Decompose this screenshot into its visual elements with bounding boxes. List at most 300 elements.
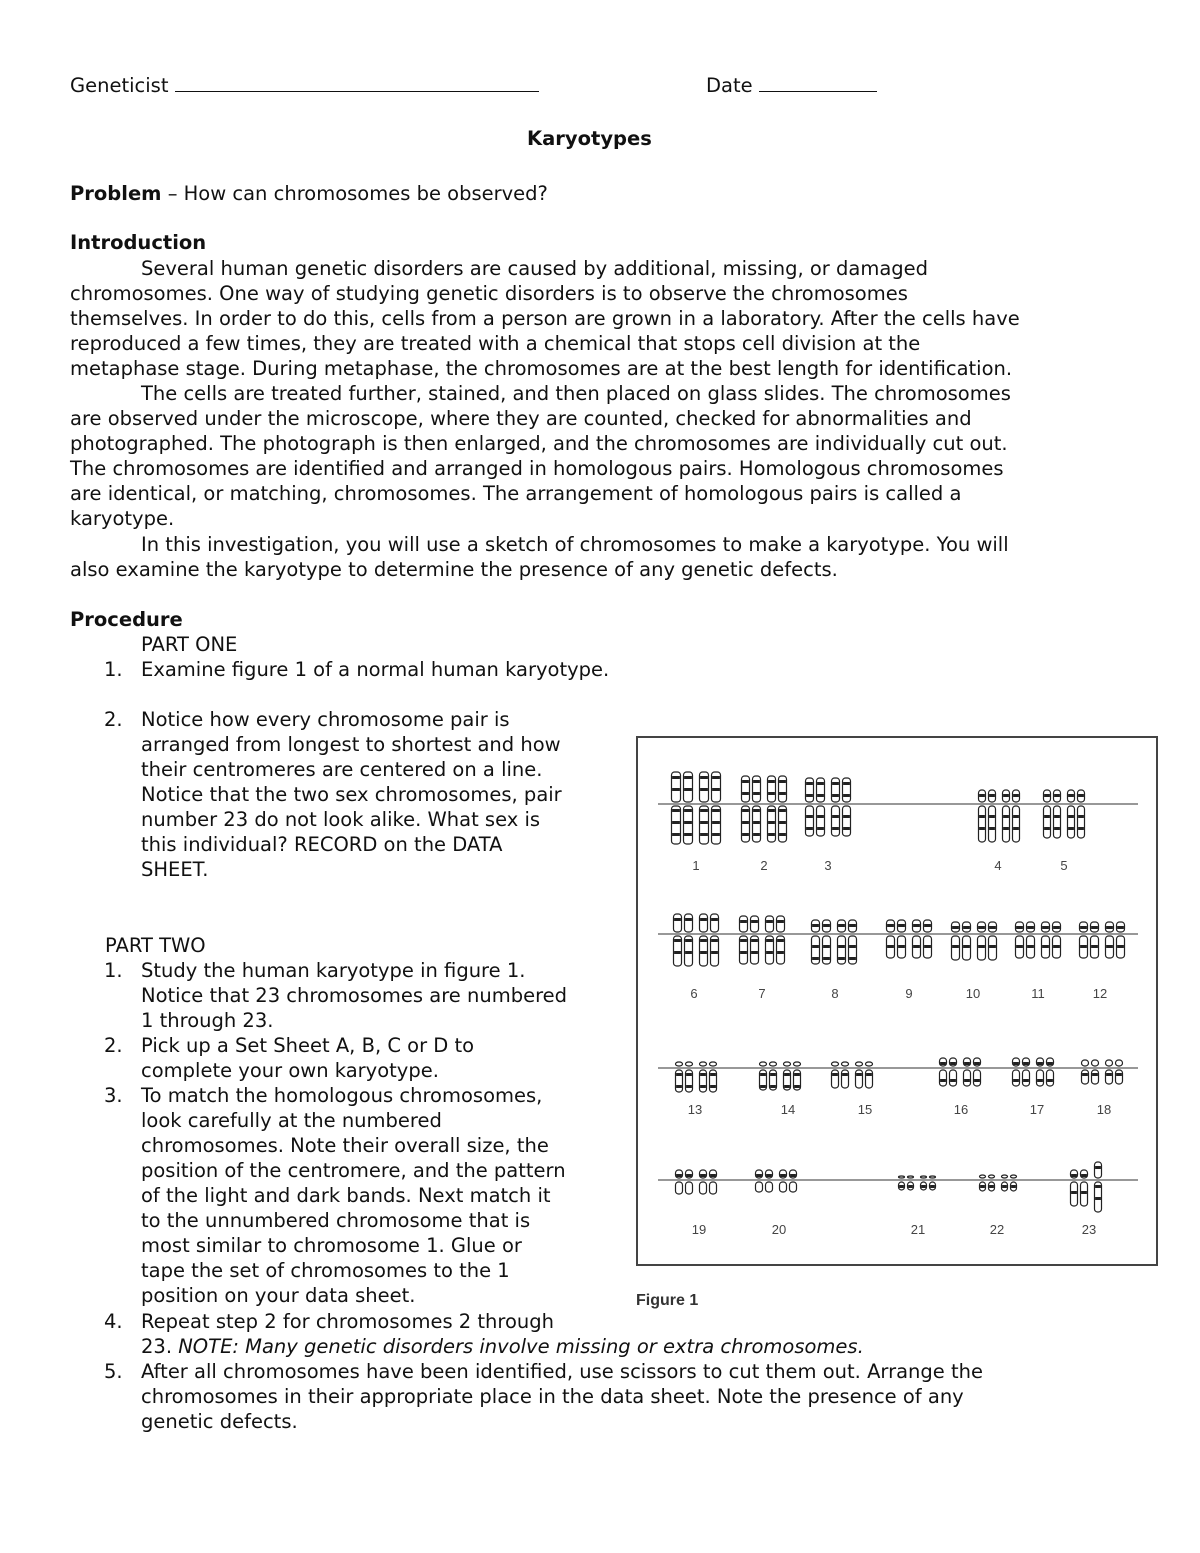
chromosome-band xyxy=(777,920,784,923)
chromosome-band xyxy=(711,951,718,954)
chromosome-band xyxy=(760,1073,766,1076)
chromosome-band xyxy=(832,794,839,797)
chromosome-band xyxy=(930,1185,935,1188)
chromosome-band xyxy=(700,1174,706,1177)
chromosome-pair xyxy=(760,1062,801,1090)
chromosome-band xyxy=(989,926,996,929)
chromosome-band xyxy=(779,809,786,812)
chromosome-band xyxy=(832,1073,838,1076)
chromosome-pair xyxy=(806,778,851,836)
chromosome-band xyxy=(684,833,692,836)
pair-label: 20 xyxy=(771,1222,787,1237)
step-4-plain: 23. xyxy=(141,1335,179,1358)
chromosome-band xyxy=(1013,815,1019,818)
chromosome-band xyxy=(674,918,681,921)
step-number: 1. xyxy=(104,658,123,681)
chromatid-arm xyxy=(899,1176,905,1178)
chromatid-arm xyxy=(940,1070,947,1086)
step-4-note: NOTE: Many genetic disorders involve missing or extra chromosomes. xyxy=(178,1335,864,1358)
chromatid-arm xyxy=(780,1182,787,1192)
chromosome-band xyxy=(784,1085,790,1088)
chromosome-pair xyxy=(672,772,721,844)
chromosome-band xyxy=(898,924,905,927)
chromosome-band xyxy=(832,782,839,785)
pair-label: 22 xyxy=(989,1222,1005,1237)
pair-label: 14 xyxy=(780,1102,796,1117)
intro-line: also examine the karyotype to determine the presence of any genetic defects. xyxy=(70,558,838,581)
chromosome-band xyxy=(866,1073,872,1076)
chromosome-band xyxy=(672,788,680,791)
chromosome-band xyxy=(806,794,813,797)
chromosome-band xyxy=(989,815,995,818)
pair-label: 15 xyxy=(857,1102,873,1117)
chromosome-band xyxy=(1054,827,1060,830)
chromosome-pair xyxy=(832,1062,873,1088)
chromosome-band xyxy=(712,788,720,791)
chromosome-band xyxy=(899,1185,904,1188)
step-number: 2. xyxy=(104,708,123,731)
part-one-step-2-line: number 23 do not look alike. What sex is xyxy=(141,808,541,831)
chromatid-arm xyxy=(1082,1070,1089,1084)
chromosome-pair xyxy=(674,914,719,966)
chromosome-band xyxy=(742,833,749,836)
chromosome-band xyxy=(964,1079,970,1082)
chromosome-band xyxy=(989,794,995,797)
chromosome-band xyxy=(768,833,775,836)
chromosome-band xyxy=(686,1174,692,1177)
chromosome-pair xyxy=(1071,1162,1102,1212)
chromatid-arm xyxy=(766,916,774,932)
chromosome-band xyxy=(978,945,985,948)
pair-label: 3 xyxy=(824,858,832,873)
chromosome-band xyxy=(1013,1062,1019,1065)
chromatid-arm xyxy=(1095,1162,1102,1178)
chromatid-arm xyxy=(843,778,851,802)
part-two-step-3-line: chromosomes. Note their overall size, the xyxy=(141,1134,549,1157)
chromosome-pair xyxy=(1044,790,1085,838)
chromatid-arm xyxy=(908,1176,914,1178)
chromosome-band xyxy=(823,945,830,948)
chromatid-arm xyxy=(1002,1175,1008,1178)
chromosome-band xyxy=(700,951,707,954)
intro-line: are identical, or matching, chromosomes. The arrangement of homologous pairs is called a xyxy=(70,482,962,505)
chromosome-band xyxy=(838,945,845,948)
chromosome-band xyxy=(672,833,680,836)
chromosome-band xyxy=(711,918,718,921)
chromosome-band xyxy=(768,792,775,795)
chromosome-band xyxy=(1037,1079,1043,1082)
chromosome-band xyxy=(1016,945,1023,948)
chromosome-band xyxy=(989,945,996,948)
chromosome-band xyxy=(817,827,824,830)
chromosome-band xyxy=(832,815,839,818)
step-number: 2. xyxy=(104,1034,123,1057)
chromatid-arm xyxy=(742,776,750,802)
chromosome-band xyxy=(676,1174,682,1177)
chromosome-pairs xyxy=(672,772,1125,1212)
chromatid-arm xyxy=(784,1062,791,1066)
chromatid-arm xyxy=(950,1070,957,1086)
chromatid-arm xyxy=(974,1070,981,1086)
chromatid-arm xyxy=(806,806,814,836)
chromosome-band xyxy=(740,951,747,954)
part-two-step-3-line: tape the set of chromosomes to the 1 xyxy=(141,1259,510,1282)
chromosome-band xyxy=(952,945,959,948)
chromosome-band xyxy=(812,945,819,948)
chromosome-band xyxy=(817,782,824,785)
part-two-step-5-line: chromosomes in their appropriate place in the data sheet. Note the presence of any xyxy=(141,1385,964,1408)
chromosome-band xyxy=(1047,1062,1053,1065)
chromosome-band xyxy=(685,939,692,942)
chromosome-band xyxy=(1013,1079,1019,1082)
chromosome-band xyxy=(1068,815,1074,818)
part-two-step-2-line: Pick up a Set Sheet A, B, C or D to xyxy=(141,1034,475,1057)
chromosome-band xyxy=(780,1174,786,1177)
chromosome-band xyxy=(751,951,758,954)
chromatid-arm xyxy=(700,914,708,932)
chromosome-band xyxy=(964,1062,970,1065)
chromatid-arm xyxy=(1106,1060,1113,1066)
chromosome-band xyxy=(700,918,707,921)
chromosome-band xyxy=(979,794,985,797)
part-two-step-5-line: After all chromosomes have been identified, use scissors to cut them out. Arrange the xyxy=(141,1360,983,1383)
chromatid-arm xyxy=(832,1062,839,1066)
chromosome-band xyxy=(674,951,681,954)
chromosome-band xyxy=(1095,1197,1101,1200)
figure-caption: Figure 1 xyxy=(636,1292,699,1309)
chromatid-arm xyxy=(777,916,785,932)
chromosome-band xyxy=(817,794,824,797)
chromosome-pair xyxy=(887,920,932,958)
chromosome-band xyxy=(1003,794,1009,797)
chromosome-band xyxy=(1011,1185,1016,1188)
geneticist-blank[interactable] xyxy=(175,72,539,92)
step-number: 4. xyxy=(104,1310,123,1333)
chromosome-pair xyxy=(952,922,997,960)
problem-label: Problem xyxy=(70,182,162,205)
chromosome-band xyxy=(1091,945,1098,948)
chromosome-band xyxy=(843,815,850,818)
pair-label: 13 xyxy=(687,1102,703,1117)
part-one-step-2-line: this individual? RECORD on the DATA xyxy=(141,833,503,856)
chromatid-arm xyxy=(740,916,748,932)
chromosome-band xyxy=(756,1174,762,1177)
chromosome-band xyxy=(823,957,830,960)
chromatid-arm xyxy=(751,916,759,932)
chromatid-arm xyxy=(700,1062,707,1066)
chromosome-band xyxy=(700,833,708,836)
chromosome-band xyxy=(913,924,920,927)
chromosome-band xyxy=(838,924,845,927)
chromosome-band xyxy=(979,815,985,818)
chromosome-band xyxy=(921,1185,926,1188)
chromosome-band xyxy=(950,1079,956,1082)
part-one-step-2-line: Notice how every chromosome pair is xyxy=(141,708,510,731)
chromosome-band xyxy=(711,939,718,942)
chromatid-arm xyxy=(1023,1070,1030,1086)
chromosome-band xyxy=(1042,945,1049,948)
part-two-step-4-line: Repeat step 2 for chromosomes 2 through xyxy=(141,1310,555,1333)
chromosome-band xyxy=(1016,926,1023,929)
intro-line: karyotype. xyxy=(70,507,175,530)
chromatid-arm xyxy=(832,806,840,836)
chromosome-band xyxy=(672,809,680,812)
chromosome-band xyxy=(712,776,720,779)
chromatid-arm xyxy=(980,1175,986,1178)
chromosome-band xyxy=(1080,926,1087,929)
procedure-heading: Procedure xyxy=(70,608,183,631)
pair-label: 16 xyxy=(953,1102,969,1117)
chromosome-band xyxy=(887,945,894,948)
chromosome-pair xyxy=(1080,922,1125,958)
chromosome-band xyxy=(1054,794,1060,797)
chromatid-arm xyxy=(1037,1070,1044,1086)
chromosome-band xyxy=(1081,1191,1087,1194)
chromosome-pair xyxy=(812,920,857,964)
chromosome-band xyxy=(700,939,707,942)
intro-line: metaphase stage. During metaphase, the chromosomes are at the best length for identification. xyxy=(70,357,1013,380)
chromosome-band xyxy=(1054,815,1060,818)
chromosome-band xyxy=(712,809,720,812)
pair-label: 9 xyxy=(905,986,913,1001)
chromatid-arm xyxy=(1013,806,1020,842)
chromosome-band xyxy=(1071,1191,1077,1194)
part-one-step-2-line: SHEET. xyxy=(141,858,209,881)
part-two-step-1-line: 1 through 23. xyxy=(141,1009,274,1032)
chromosome-pair xyxy=(676,1170,717,1194)
part-two-step-3-line: position on your data sheet. xyxy=(141,1284,416,1307)
chromosome-band xyxy=(849,957,856,960)
chromosome-band xyxy=(777,939,784,942)
chromatid-arm xyxy=(676,1182,683,1194)
chromosome-band xyxy=(980,1185,985,1188)
chromosome-band xyxy=(684,821,692,824)
chromosome-band xyxy=(1042,926,1049,929)
chromosome-band xyxy=(806,815,813,818)
chromatid-arm xyxy=(1116,1070,1123,1084)
chromosome-band xyxy=(989,1185,994,1188)
chromosome-band xyxy=(740,920,747,923)
chromosome-band xyxy=(685,951,692,954)
chromatid-arm xyxy=(768,776,776,802)
chromosome-band xyxy=(1078,815,1084,818)
intro-line: reproduced a few times, they are treated with a chemical that stops cell division at the xyxy=(70,332,921,355)
chromosome-band xyxy=(1106,945,1113,948)
chromosome-band xyxy=(940,1079,946,1082)
part-two-step-3-line: position of the centromere, and the pattern xyxy=(141,1159,566,1182)
chromatid-arm xyxy=(1044,806,1051,838)
chromosome-band xyxy=(794,1073,800,1076)
chromosome-pair xyxy=(899,1176,936,1190)
chromosome-band xyxy=(1044,827,1050,830)
chromosome-band xyxy=(753,809,760,812)
chromosome-band xyxy=(751,939,758,942)
chromosome-band xyxy=(676,1073,682,1076)
chromatid-arm xyxy=(1092,1070,1099,1084)
chromosome-band xyxy=(742,780,749,783)
chromosome-band xyxy=(1023,1062,1029,1065)
chromosome-band xyxy=(770,1073,776,1076)
chromosome-pair xyxy=(980,1175,1017,1191)
pair-label: 10 xyxy=(965,986,981,1001)
chromatid-arm xyxy=(856,1062,863,1066)
chromosome-band xyxy=(849,945,856,948)
pair-label: 23 xyxy=(1081,1222,1097,1237)
chromosome-band xyxy=(979,827,985,830)
pair-label: 1 xyxy=(692,858,700,873)
chromosome-band xyxy=(1078,794,1084,797)
chromosome-band xyxy=(753,821,760,824)
chromatid-arm xyxy=(1106,1070,1113,1084)
intro-line: themselves. In order to do this, cells from a person are grown in a laboratory. After the cells have xyxy=(70,307,1020,330)
chromosome-band xyxy=(1117,945,1124,948)
chromosome-band xyxy=(742,809,749,812)
chromosome-band xyxy=(963,945,970,948)
chromosome-band xyxy=(676,1085,682,1088)
chromosome-band xyxy=(674,939,681,942)
chromatid-arm xyxy=(770,1062,777,1066)
chromosome-band xyxy=(766,1174,772,1177)
chromatid-arm xyxy=(1047,1070,1054,1086)
chromosome-band xyxy=(908,1185,913,1188)
chromosome-band xyxy=(806,827,813,830)
chromosome-band xyxy=(1044,794,1050,797)
chromosome-pair xyxy=(940,1058,981,1086)
chromatid-arm xyxy=(817,806,825,836)
chromosome-band xyxy=(817,815,824,818)
chromosome-band xyxy=(823,924,830,927)
pair-label: 4 xyxy=(994,858,1002,873)
chromosome-band xyxy=(1027,926,1034,929)
problem-line xyxy=(70,181,548,206)
step-number: 5. xyxy=(104,1360,123,1383)
chromosome-band xyxy=(1095,1166,1101,1169)
part-one-step-2-line: arranged from longest to shortest and how xyxy=(141,733,561,756)
chromatid-arm xyxy=(1054,806,1061,838)
pair-label: 19 xyxy=(691,1222,707,1237)
chromosome-band xyxy=(950,1062,956,1065)
chromosome-band xyxy=(768,809,775,812)
chromatid-arm xyxy=(1013,1070,1020,1086)
part-two-heading: PART TWO xyxy=(105,934,206,957)
chromosome-band xyxy=(684,809,692,812)
chromosome-band xyxy=(1081,1174,1087,1177)
chromosome-band xyxy=(753,833,760,836)
chromosome-band xyxy=(751,920,758,923)
chromatid-arm xyxy=(674,914,682,932)
chromosome-band xyxy=(1117,926,1124,929)
chromosome-band xyxy=(1013,827,1019,830)
chromosome-band xyxy=(700,809,708,812)
part-two-step-3-line: of the light and dark bands. Next match it xyxy=(141,1184,551,1207)
chromosome-band xyxy=(887,924,894,927)
chromosome-band xyxy=(940,1062,946,1065)
chromosome-pair xyxy=(756,1170,797,1192)
chromatid-arm xyxy=(1011,1175,1017,1178)
chromosome-band xyxy=(685,918,692,921)
chromatid-arm xyxy=(930,1176,936,1178)
chromosome-band xyxy=(700,788,708,791)
chromosome-band xyxy=(1106,926,1113,929)
chromosome-band xyxy=(753,780,760,783)
intro-line: are observed under the microscope, where they are counted, checked for abnormalities and xyxy=(70,407,972,430)
part-two-step-1-line: Notice that 23 chromosomes are numbered xyxy=(141,984,568,1007)
karyotype-figure xyxy=(636,736,1158,1266)
chromatid-arm xyxy=(753,776,761,802)
chromosome-band xyxy=(842,1073,848,1076)
pair-label: 5 xyxy=(1060,858,1068,873)
part-two-step-3-line: most similar to chromosome 1. Glue or xyxy=(141,1234,522,1257)
chromosome-pair xyxy=(676,1062,717,1092)
chromosome-band xyxy=(963,926,970,929)
chromosome-pair xyxy=(1016,922,1061,958)
chromosome-band xyxy=(1027,945,1034,948)
chromosome-band xyxy=(779,792,786,795)
chromosome-band xyxy=(1053,945,1060,948)
chromosome-band xyxy=(989,827,995,830)
chromatid-arm xyxy=(832,778,840,802)
chromosome-band xyxy=(856,1073,862,1076)
intro-line: In this investigation, you will use a sketch of chromosomes to make a karyotype. You will xyxy=(141,533,1009,556)
chromatid-arm xyxy=(842,1070,849,1088)
chromatid-arm xyxy=(842,1062,849,1066)
chromosome-band xyxy=(1037,1062,1043,1065)
chromosome-band xyxy=(742,792,749,795)
chromosome-band xyxy=(766,951,773,954)
chromosome-band xyxy=(740,939,747,942)
chromosome-band xyxy=(794,1085,800,1088)
chromosome-pair xyxy=(979,790,1020,842)
chromosome-band xyxy=(790,1174,796,1177)
chromatid-arm xyxy=(710,1062,717,1066)
karyotype-drawing xyxy=(638,738,1156,1264)
chromosome-band xyxy=(1106,1073,1112,1076)
part-two-step-5-line: genetic defects. xyxy=(141,1410,298,1433)
chromatid-arm xyxy=(866,1062,873,1066)
chromosome-band xyxy=(710,1073,716,1076)
chromosome-band xyxy=(686,1085,692,1088)
chromosome-band xyxy=(1003,827,1009,830)
chromosome-band xyxy=(712,833,720,836)
chromatid-arm xyxy=(1116,1060,1123,1066)
chromosome-pair xyxy=(1013,1058,1054,1086)
chromatid-arm xyxy=(866,1070,873,1088)
chromosome-band xyxy=(766,939,773,942)
chromosome-band xyxy=(700,821,708,824)
chromosome-band xyxy=(770,1085,776,1088)
chromatid-arm xyxy=(711,914,719,932)
chromosome-band xyxy=(686,1073,692,1076)
chromatid-arm xyxy=(760,1062,767,1066)
chromatid-arm xyxy=(1082,1060,1089,1066)
pair-label: 11 xyxy=(1031,986,1045,1001)
intro-line: chromosomes. One way of studying genetic disorders is to observe the chromosomes xyxy=(70,282,908,305)
chromosome-band xyxy=(1068,827,1074,830)
chromosome-band xyxy=(777,951,784,954)
chromosome-band xyxy=(898,945,905,948)
chromatid-arm xyxy=(964,1070,971,1086)
chromosome-band xyxy=(672,776,680,779)
part-one-step-1-text: Examine figure 1 of a normal human karyotype. xyxy=(141,658,610,681)
chromosome-band xyxy=(974,1062,980,1065)
pair-label: 8 xyxy=(831,986,839,1001)
part-one-heading: PART ONE xyxy=(141,633,238,656)
date-blank[interactable] xyxy=(759,72,877,92)
chromosome-band xyxy=(974,1079,980,1082)
pair-label: 2 xyxy=(760,858,768,873)
chromosome-band xyxy=(779,833,786,836)
chromosome-band xyxy=(1013,794,1019,797)
